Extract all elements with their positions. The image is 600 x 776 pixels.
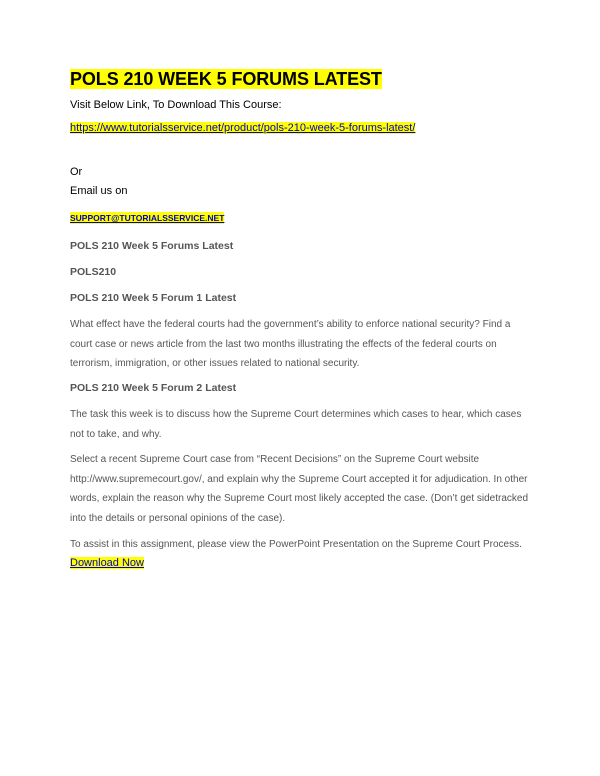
email-line	[70, 211, 224, 225]
forum2-body-1: The task this week is to discuss how the Supreme Court determines which cases to hear, which cases not to take, and why.	[70, 409, 522, 440]
download-now-link[interactable]: Download Now	[70, 557, 144, 569]
forum2-body-3: To assist in this assignment, please view the PowerPoint Presentation on the Supreme Court Process.	[70, 539, 522, 550]
forum1-body: What effect have the federal courts had the government’s ability to enforce national security? Find a court case or news article from the last two months illustrating the effects of the federal courts on terrorism, immigration, or other issues related to national security.	[70, 319, 511, 369]
intro-text: Visit Below Link, To Download This Course:	[70, 99, 282, 111]
email-link[interactable]: SUPPORT@TUTORIALSSERVICE.NET	[70, 213, 225, 223]
download-line	[70, 556, 144, 570]
course-link-line	[70, 121, 415, 135]
or-text: Or	[70, 166, 83, 178]
forum1-title: POLS 210 Week 5 Forum 1 Latest	[70, 292, 237, 304]
section-title: POLS 210 Week 5 Forums Latest	[70, 240, 234, 252]
page-title	[70, 69, 382, 90]
course-link[interactable]: https://www.tutorialsservice.net/product/pols-210-week-5-forums-latest/	[70, 122, 416, 134]
page-title-text: POLS 210 WEEK 5 FORUMS LATEST	[70, 69, 382, 89]
forum2-body-2: Select a recent Supreme Court case from “Recent Decisions” on the Supreme Court website http://www.supremecourt.gov/, and explain why the Supreme Court accepted it for adjudication. In other words, explain the reason why the Supreme Court most likely accepted the case. (Don’t get sidetracked into the details or personal opinions of the case).	[70, 454, 529, 524]
forum2-title: POLS 210 Week 5 Forum 2 Latest	[70, 382, 237, 394]
email-label: Email us on	[70, 185, 128, 197]
course-code: POLS210	[70, 266, 117, 278]
